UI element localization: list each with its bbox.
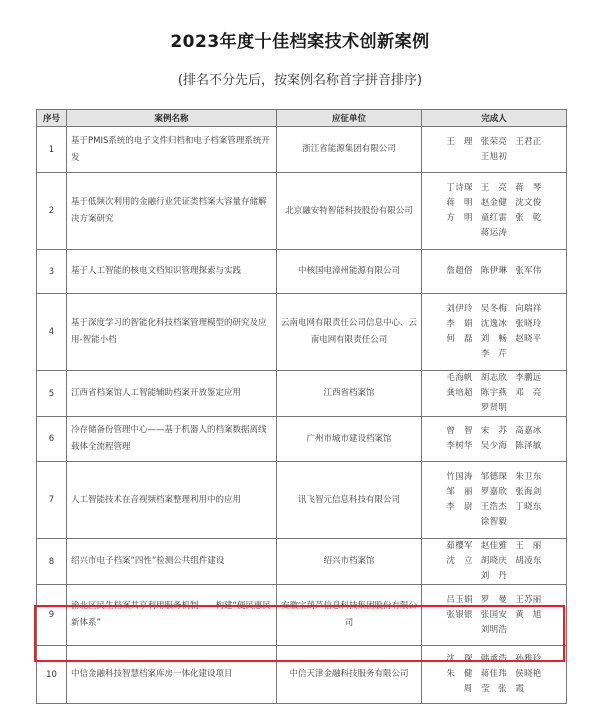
- table-row: [37, 294, 567, 371]
- table-header-row: [37, 110, 567, 127]
- contributor-name: 罗贤明: [480, 403, 508, 413]
- case-name: 人工智能技术在音视频档案整理利用中的应用: [67, 462, 277, 539]
- contributor-name: 吕玉娟: [446, 594, 473, 605]
- contributor-name: 竹国涛: [446, 472, 473, 482]
- contributor-name: 邹德琛: [480, 472, 508, 482]
- header-contributors: 完成人: [422, 110, 567, 127]
- contributor-name: 陈宇燕: [480, 388, 508, 398]
- contributor-name: 张 霞: [498, 684, 525, 694]
- contributor-name: 丁晓东: [515, 502, 542, 512]
- table-row: [37, 250, 567, 294]
- organization: 讯飞智元信息科技有限公司: [277, 462, 422, 539]
- contributor-name: 曾 智: [446, 426, 473, 436]
- contributor-name: 张银银: [446, 609, 473, 620]
- contributor-name: 李 娟: [446, 319, 473, 329]
- contributor-name: 李 尉: [446, 502, 473, 512]
- contributors: [422, 250, 567, 294]
- contributor-name: 徐智毅: [480, 517, 508, 527]
- document-subtitle: (排名不分先后，按案例名称首字拼音排序): [177, 73, 423, 88]
- organization: 浙江省能源集团有限公司: [277, 127, 422, 173]
- contributor-name: 胡晓庆: [480, 556, 508, 566]
- contributor-name: 李 芹: [480, 349, 508, 359]
- row-number: 10: [37, 646, 67, 704]
- case-name: 基于低频次利用的金融行业凭证类档案大容量存储解决方案研究: [67, 173, 277, 250]
- contributor-name: 刘伊玲: [446, 304, 473, 314]
- contributor-name: 陈伊琳: [480, 266, 508, 276]
- cases-table: [36, 109, 567, 704]
- contributor-name: 向瑞祥: [515, 304, 542, 314]
- contributor-name: 孙雅玲: [515, 654, 542, 664]
- contributors: [422, 646, 567, 704]
- contributor-name: 张海剑: [515, 487, 542, 497]
- contributor-name: 王君正: [515, 136, 542, 147]
- contributor-name: 丁诗琛: [446, 183, 473, 193]
- table-row: [37, 173, 567, 250]
- contributor-name: 沈文俊: [515, 198, 542, 208]
- contributor-name: 吴冬梅: [480, 304, 508, 314]
- row-number: 2: [37, 173, 67, 250]
- contributors: [422, 371, 567, 417]
- organization: 中信天津金融科技服务有限公司: [277, 646, 422, 704]
- organization: 北京融安特智能科技股份有限公司: [277, 173, 422, 250]
- contributor-name: 张 乾: [515, 213, 542, 223]
- contributors: [422, 127, 567, 173]
- row-number: 5: [37, 371, 67, 417]
- contributor-name: 张晓玲: [515, 319, 542, 329]
- case-name: 江西省档案馆人工智能辅助档案开放鉴定应用: [67, 371, 277, 417]
- contributor-name: 罗 曼: [480, 594, 508, 605]
- case-name: 基于深度学习的智能化科技档案管理模型的研究及应用-智能小档: [67, 294, 277, 371]
- contributors: [422, 417, 567, 462]
- contributor-name: 茹樱军: [446, 541, 473, 551]
- document-title: 2023年度十佳档案技术创新案例: [170, 32, 430, 52]
- contributor-name: 朱 健: [446, 669, 473, 679]
- header-organization: 应征单位: [277, 110, 422, 127]
- contributor-name: 何 磊: [446, 334, 473, 344]
- contributor-name: 王浩杰: [480, 502, 508, 512]
- contributor-name: 蒋 明: [446, 198, 473, 208]
- contributor-name: 陈泽敏: [515, 441, 542, 451]
- organization: 中核国电漳州能源有限公司: [277, 250, 422, 294]
- contributors: [422, 462, 567, 539]
- contributor-name: 沈 立: [446, 556, 473, 566]
- organization: 绍兴市档案馆: [277, 539, 422, 585]
- contributors: [422, 585, 567, 646]
- table-row: [37, 127, 567, 173]
- contributor-name: 王 亮: [480, 183, 508, 193]
- contributor-name: 宋 苏: [480, 426, 508, 436]
- contributor-name: 朱卫东: [515, 472, 542, 482]
- header-no: 序号: [37, 110, 67, 127]
- table-row: [37, 539, 567, 585]
- contributor-name: 赵金健: [480, 198, 508, 208]
- contributor-name: 高嘉冰: [515, 426, 542, 436]
- contributor-name: 韩承浩: [480, 654, 508, 664]
- table-row: [37, 646, 567, 704]
- contributor-name: 李树华: [446, 441, 473, 451]
- contributor-name: 张军伟: [515, 266, 542, 276]
- case-name: 冷存储备份管理中心——基于机器人的档案数据离线载体全流程管理: [67, 417, 277, 462]
- contributors: [422, 173, 567, 250]
- contributor-name: 詹超俗: [446, 266, 473, 276]
- contributor-name: 沈 琛: [446, 654, 473, 664]
- contributor-name: 蒋佳玮: [480, 669, 508, 679]
- contributor-name: 张国安: [480, 609, 508, 620]
- contributor-name: 童红雷: [480, 213, 508, 223]
- row-number: 4: [37, 294, 67, 371]
- contributor-name: 王旭初: [480, 151, 508, 162]
- table-row: [37, 417, 567, 462]
- organization: 广州市城市建设档案馆: [277, 417, 422, 462]
- contributor-name: 吴少海: [480, 441, 508, 451]
- contributor-name: 蒋 琴: [515, 183, 542, 193]
- case-name: 基于人工智能的核电文档知识管理探索与实践: [67, 250, 277, 294]
- header-case-name: 案例名称: [67, 110, 277, 127]
- contributor-name: 毛海帆: [446, 373, 473, 383]
- contributors: [422, 294, 567, 371]
- contributor-name: 刘 畅: [480, 334, 508, 344]
- contributor-name: 邓 亮: [515, 388, 542, 398]
- contributor-name: 沈逸冰: [480, 319, 508, 329]
- row-number: 9: [37, 585, 67, 646]
- contributor-name: 刘 丹: [480, 571, 508, 581]
- contributor-name: 王 理: [446, 136, 473, 147]
- contributor-name: 王苏丽: [515, 594, 542, 605]
- table-row: [37, 585, 567, 646]
- contributor-name: 胡志欣: [480, 373, 508, 383]
- contributor-name: 刘明浩: [480, 624, 508, 635]
- contributor-name: 邹 丽: [446, 487, 473, 497]
- row-number: 6: [37, 417, 67, 462]
- row-number: 1: [37, 127, 67, 173]
- contributors: [422, 539, 567, 585]
- row-number: 7: [37, 462, 67, 539]
- contributor-name: 周 莹: [463, 684, 490, 694]
- contributor-name: 李鹏远: [515, 373, 542, 383]
- contributor-name: 王 丽: [515, 541, 542, 551]
- contributor-name: 赵佳雅: [480, 541, 508, 551]
- organization: 江西省档案馆: [277, 371, 422, 417]
- table-body: [37, 127, 567, 704]
- organization: 安徽宝葫芦信息科技集团股份有限公司: [277, 585, 422, 646]
- contributor-name: 侯晓艳: [515, 669, 542, 679]
- case-name: 渝北区民生档案共享利用服务机制——构建“便民惠民新体系”: [67, 585, 277, 646]
- contributor-name: 蒋运涛: [480, 228, 508, 238]
- contributor-name: 张荣亮: [480, 136, 508, 147]
- row-number: 3: [37, 250, 67, 294]
- organization: 云南电网有限责任公司信息中心、云南电网有限责任公司: [277, 294, 422, 371]
- contributor-name: 方 明: [446, 213, 473, 223]
- contributor-name: 黄 旭: [515, 609, 542, 620]
- table-row: [37, 462, 567, 539]
- contributor-name: 龚培超: [446, 388, 473, 398]
- case-name: 基于PMIS系统的电子文件归档和电子档案管理系统开发: [67, 127, 277, 173]
- row-number: 8: [37, 539, 67, 585]
- contributor-name: 罗嘉欣: [480, 487, 508, 497]
- contributor-name: 胡凌东: [515, 556, 542, 566]
- case-name: 绍兴市电子档案“四性”检测公共组件建设: [67, 539, 277, 585]
- table-row: [37, 371, 567, 417]
- case-name: 中信金融科技智慧档案库房一体化建设项目: [67, 646, 277, 704]
- contributor-name: 赵晓平: [515, 334, 542, 344]
